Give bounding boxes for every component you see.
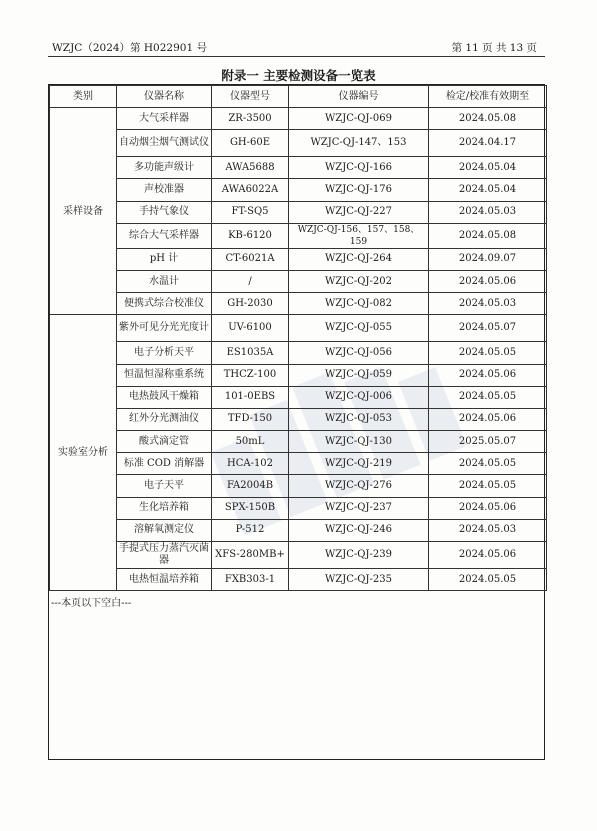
- table-row: [50, 223, 547, 248]
- instrument-model: GH-60E: [212, 130, 289, 157]
- instrument-name: 电热鼓风干燥箱: [117, 386, 212, 408]
- instrument-code: WZJC-QJ-130: [289, 431, 429, 453]
- table-row: [50, 453, 547, 475]
- header-name: 仪器名称: [117, 86, 212, 108]
- instrument-model: CT-6021A: [212, 248, 289, 270]
- instrument-name: 自动烟尘烟气测试仪: [117, 130, 212, 157]
- table-row: [50, 569, 547, 591]
- table-row: [50, 130, 547, 157]
- instrument-code: WZJC-QJ-056: [289, 342, 429, 364]
- table-row: [50, 293, 547, 315]
- instrument-code: WZJC-QJ-276: [289, 475, 429, 497]
- instrument-model: FXB303-1: [212, 569, 289, 591]
- valid-until: 2024.05.05: [429, 453, 547, 475]
- category-cell: 采样设备: [50, 108, 117, 315]
- instrument-model: 50mL: [212, 431, 289, 453]
- instrument-name: 红外分光测油仪: [117, 408, 212, 430]
- blank-below-note: ---本页以下空白---: [51, 598, 132, 610]
- instrument-name: 声校准器: [117, 179, 212, 201]
- table-row: [50, 542, 547, 569]
- instrument-code: WZJC-QJ-237: [289, 497, 429, 519]
- instrument-model: XFS-280MB+: [212, 542, 289, 569]
- instrument-code: WZJC-QJ-264: [289, 248, 429, 270]
- instrument-code: WZJC-QJ-006: [289, 386, 429, 408]
- instrument-name: 溶解氧测定仪: [117, 519, 212, 541]
- table-row: [50, 248, 547, 270]
- instrument-model: FA2004B: [212, 475, 289, 497]
- instrument-code: WZJC-QJ-069: [289, 108, 429, 130]
- instrument-model: TFD-150: [212, 408, 289, 430]
- header-model: 仪器型号: [212, 86, 289, 108]
- valid-until: 2024.05.08: [429, 223, 547, 248]
- header-category: 类别: [50, 86, 117, 108]
- instrument-code: WZJC-QJ-055: [289, 315, 429, 342]
- table-row: [50, 497, 547, 519]
- instrument-name: pH 计: [117, 248, 212, 270]
- instrument-name: 手持气象仪: [117, 201, 212, 223]
- instrument-model: GH-2030: [212, 293, 289, 315]
- instrument-model: ZR-3500: [212, 108, 289, 130]
- valid-until: 2024.05.04: [429, 179, 547, 201]
- page-title: 附录一 主要检测设备一览表: [221, 68, 376, 83]
- instrument-model: HCA-102: [212, 453, 289, 475]
- instrument-code: WZJC-QJ-239: [289, 542, 429, 569]
- instrument-name: 大气采样器: [117, 108, 212, 130]
- valid-until: 2024.05.07: [429, 315, 547, 342]
- valid-until: 2024.05.06: [429, 542, 547, 569]
- instrument-code: WZJC-QJ-202: [289, 270, 429, 292]
- equipment-table-frame: [48, 84, 545, 760]
- header-code: 仪器编号: [289, 86, 429, 108]
- instrument-model: AWA6022A: [212, 179, 289, 201]
- instrument-name: 电热恒温培养箱: [117, 569, 212, 591]
- valid-until: 2024.05.06: [429, 364, 547, 386]
- valid-until: 2024.05.05: [429, 342, 547, 364]
- equipment-table: [49, 85, 547, 591]
- page-info: 第 11 页 共 13 页: [451, 42, 537, 54]
- instrument-name: 综合大气采样器: [117, 223, 212, 248]
- valid-until: 2024.05.05: [429, 386, 547, 408]
- instrument-model: P-512: [212, 519, 289, 541]
- instrument-name: 水温计: [117, 270, 212, 292]
- table-row: [50, 408, 547, 430]
- valid-until: 2024.05.06: [429, 497, 547, 519]
- table-row: [50, 519, 547, 541]
- table-row: [50, 108, 547, 130]
- instrument-model: FT-SQ5: [212, 201, 289, 223]
- instrument-name: 生化培养箱: [117, 497, 212, 519]
- table-row: [50, 431, 547, 453]
- instrument-code: WZJC-QJ-227: [289, 201, 429, 223]
- instrument-code: WZJC-QJ-147、153: [289, 130, 429, 157]
- table-row: [50, 342, 547, 364]
- table-row: [50, 157, 547, 179]
- table-row: [50, 364, 547, 386]
- instrument-code: WZJC-QJ-059: [289, 364, 429, 386]
- valid-until: 2024.05.03: [429, 519, 547, 541]
- instrument-name: 电子天平: [117, 475, 212, 497]
- instrument-code: WZJC-QJ-053: [289, 408, 429, 430]
- valid-until: 2025.05.07: [429, 431, 547, 453]
- valid-until: 2024.05.06: [429, 408, 547, 430]
- instrument-name: 标准 COD 消解器: [117, 453, 212, 475]
- instrument-name: 恒温恒湿称重系统: [117, 364, 212, 386]
- instrument-code: WZJC-QJ-082: [289, 293, 429, 315]
- instrument-model: SPX-150B: [212, 497, 289, 519]
- table-row: [50, 270, 547, 292]
- category-cell: 实验室分析: [50, 315, 117, 591]
- instrument-name: 手提式压力蒸汽灭菌器: [117, 542, 212, 569]
- header-date: 检定/校准有效期至: [429, 86, 547, 108]
- table-row: [50, 475, 547, 497]
- valid-until: 2024.05.06: [429, 270, 547, 292]
- table-row: [50, 179, 547, 201]
- valid-until: 2024.09.07: [429, 248, 547, 270]
- instrument-code: WZJC-QJ-176: [289, 179, 429, 201]
- table-row: [50, 386, 547, 408]
- table-header-row: [50, 86, 547, 108]
- report-number: WZJC（2024）第 H022901 号: [52, 42, 207, 54]
- instrument-model: AWA5688: [212, 157, 289, 179]
- instrument-name: 酸式滴定管: [117, 431, 212, 453]
- valid-until: 2024.05.05: [429, 475, 547, 497]
- instrument-name: 便携式综合校准仪: [117, 293, 212, 315]
- valid-until: 2024.04.17: [429, 130, 547, 157]
- valid-until: 2024.05.05: [429, 569, 547, 591]
- instrument-model: KB-6120: [212, 223, 289, 248]
- instrument-code: WZJC-QJ-156、157、158、159: [289, 223, 429, 248]
- instrument-model: /: [212, 270, 289, 292]
- instrument-name: 多功能声级计: [117, 157, 212, 179]
- instrument-name: 电子分析天平: [117, 342, 212, 364]
- valid-until: 2024.05.03: [429, 201, 547, 223]
- instrument-model: 101-0EBS: [212, 386, 289, 408]
- table-row: [50, 201, 547, 223]
- instrument-name: 紫外可见分光光度计: [117, 315, 212, 342]
- instrument-model: UV-6100: [212, 315, 289, 342]
- instrument-code: WZJC-QJ-246: [289, 519, 429, 541]
- header-divider: [48, 56, 545, 57]
- instrument-code: WZJC-QJ-166: [289, 157, 429, 179]
- instrument-model: ES1035A: [212, 342, 289, 364]
- valid-until: 2024.05.04: [429, 157, 547, 179]
- instrument-code: WZJC-QJ-235: [289, 569, 429, 591]
- valid-until: 2024.05.08: [429, 108, 547, 130]
- instrument-model: THCZ-100: [212, 364, 289, 386]
- valid-until: 2024.05.03: [429, 293, 547, 315]
- table-row: [50, 315, 547, 342]
- instrument-code: WZJC-QJ-219: [289, 453, 429, 475]
